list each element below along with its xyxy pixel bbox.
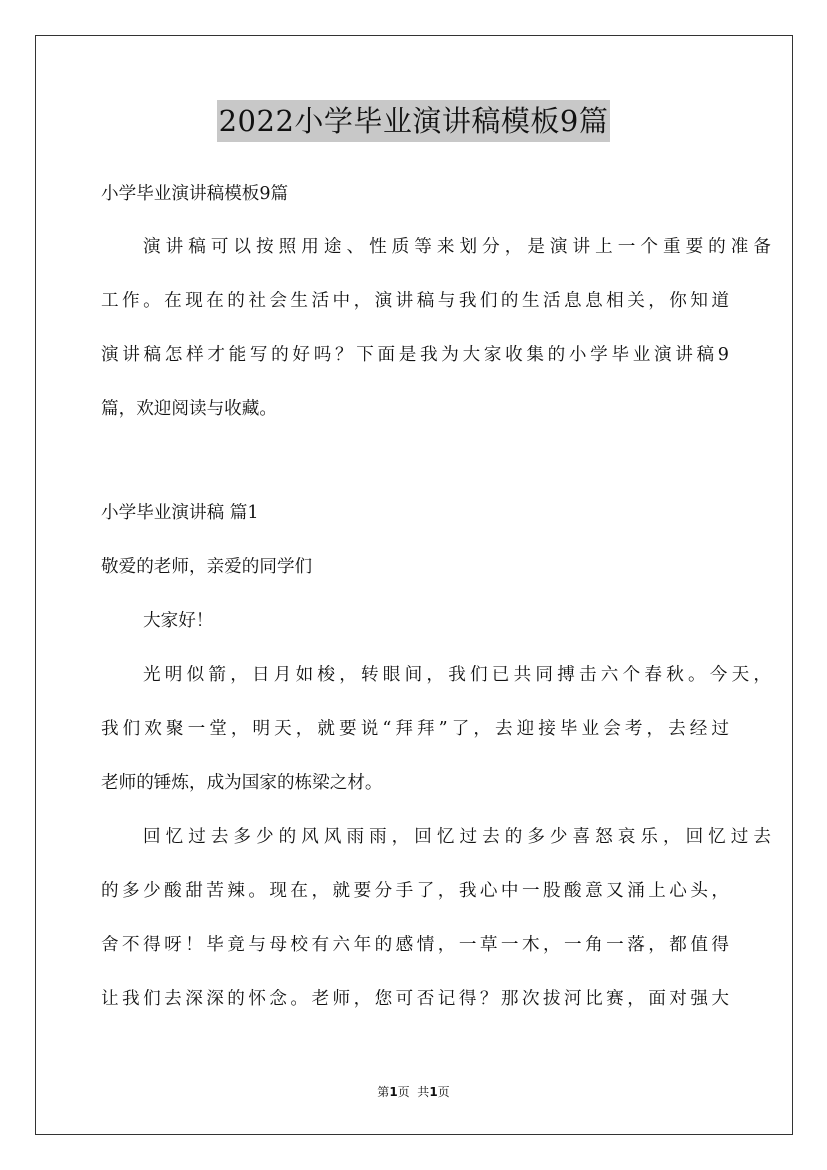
intro-line: 演讲稿可以按照用途、性质等来划分，是演讲上一个重要的准备 bbox=[143, 237, 771, 257]
paragraph-1 bbox=[101, 658, 771, 801]
paragraph-line: 让我们去深深的怀念。老师，您可否记得？那次拔河比赛，面对强大 bbox=[101, 989, 729, 1009]
paragraph-line: 光明似箭，日月如梭，转眼间，我们已共同搏击六个春秋。今天， bbox=[143, 665, 771, 685]
intro-line: 篇，欢迎阅读与收藏。 bbox=[101, 399, 277, 419]
section-heading: 小学毕业演讲稿 篇1 bbox=[101, 503, 259, 523]
page-current-number: 1 bbox=[389, 1085, 398, 1099]
page-total-number: 1 bbox=[429, 1085, 438, 1099]
paragraph-line: 的多少酸甜苦辣。现在，就要分手了，我心中一股酸意又涌上心头， bbox=[101, 881, 729, 901]
paragraph-line: 老师的锤炼，成为国家的栋梁之材。 bbox=[101, 773, 383, 793]
intro-paragraph bbox=[101, 230, 771, 427]
document-body bbox=[101, 177, 771, 1017]
page-label-prefix: 第 bbox=[377, 1085, 390, 1099]
greeting: 大家好！ bbox=[143, 611, 214, 631]
page-label-mid: 页 共 bbox=[397, 1085, 430, 1099]
section-1 bbox=[101, 496, 771, 1017]
page-label-suffix: 页 bbox=[437, 1085, 450, 1099]
paragraph-2 bbox=[101, 820, 771, 1017]
title-container bbox=[0, 100, 827, 142]
page-footer bbox=[0, 1083, 827, 1100]
subtitle: 小学毕业演讲稿模板9篇 bbox=[101, 184, 289, 204]
salutation: 敬爱的老师，亲爱的同学们 bbox=[101, 557, 313, 577]
paragraph-line: 回忆过去多少的风风雨雨，回忆过去的多少喜怒哀乐，回忆过去 bbox=[143, 827, 771, 847]
intro-line: 工作。在现在的社会生活中，演讲稿与我们的生活息息相关，你知道 bbox=[101, 291, 729, 311]
paragraph-line: 舍不得呀！毕竟与母校有六年的感情，一草一木，一角一落，都值得 bbox=[101, 935, 729, 955]
document-title: 2022小学毕业演讲稿模板9篇 bbox=[217, 100, 611, 142]
paragraph-line: 我们欢聚一堂，明天，就要说“拜拜”了，去迎接毕业会考，去经过 bbox=[101, 719, 729, 739]
intro-line: 演讲稿怎样才能写的好吗？下面是我为大家收集的小学毕业演讲稿9 bbox=[101, 345, 729, 365]
